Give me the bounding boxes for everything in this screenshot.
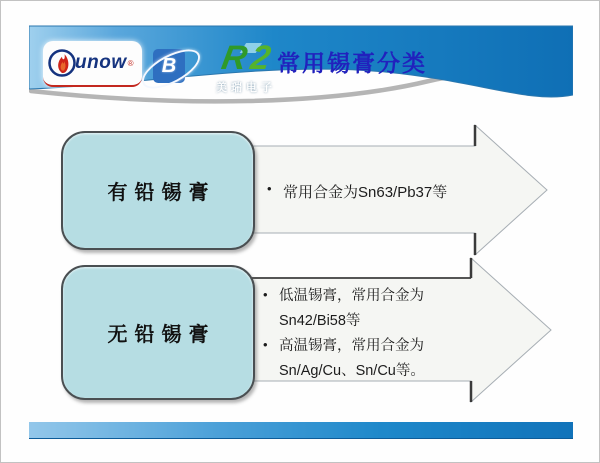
box-leadfree-solder — [61, 265, 255, 400]
meirui-logo-mark — [204, 41, 288, 77]
page-title: 常用锡膏分类 — [277, 51, 427, 76]
list-item — [263, 334, 475, 384]
sunow-logo-text: unow — [75, 52, 127, 73]
bullet-dot: • — [263, 336, 268, 352]
bullet-dot: • — [263, 287, 268, 302]
sunow-logo — [43, 41, 142, 87]
box-leaded-solder — [61, 131, 255, 250]
list-item — [267, 181, 497, 202]
meirui-logo-caption: 美瑞电子 — [216, 82, 276, 94]
footer-bar — [29, 422, 573, 439]
bullet-dot: • — [267, 181, 272, 196]
registered-mark: ® — [127, 58, 134, 68]
meirui-logo — [207, 41, 285, 93]
box-leadfree-label: 无铅锡膏 — [107, 324, 216, 346]
box-leaded-label: 有铅锡膏 — [107, 182, 216, 204]
nb-logo-square: B — [153, 49, 185, 83]
meirui-mark-right: 2 — [247, 39, 274, 77]
bullet-text: 高温锡膏，常用合金为Sn/Ag/Cu、Sn/Cu等。 — [279, 337, 425, 379]
bullet-text: 低温锡膏，常用合金为Sn42/Bi58等 — [279, 288, 424, 329]
bullet-text: 常用合金为Sn63/Pb37等 — [283, 184, 448, 201]
arrow-leaded-text — [267, 181, 497, 202]
arrow-leadfree-text — [263, 284, 475, 384]
flame-icon — [47, 48, 77, 78]
meirui-mark-left: R — [218, 39, 251, 77]
nb-logo — [141, 45, 201, 91]
list-item — [263, 284, 475, 334]
